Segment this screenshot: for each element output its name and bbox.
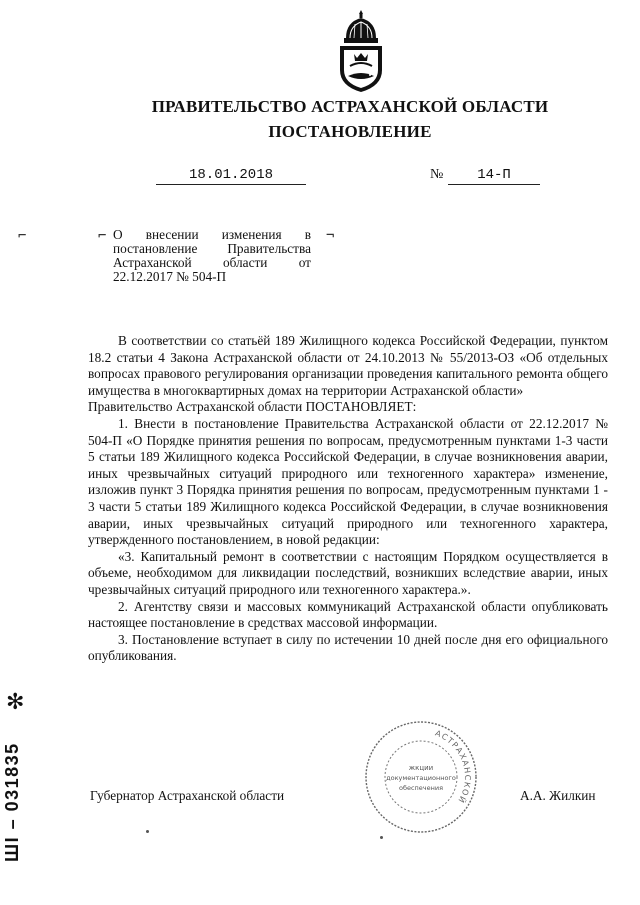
signer-name: А.А. Жилкин [520,788,596,803]
item-2-paragraph: 2. Агентству связи и массовых коммуникаций Астраханской области опубликовать настоящее постановление в средствах массовой информации. [88,598,608,631]
number-sign: № [430,167,444,182]
corner-bracket-subject-left: ⌐ [98,228,107,244]
registration-mark: ✻ [6,690,25,715]
document-date: 18.01.2018 [156,167,306,185]
stamp-line-2: документационного [386,774,456,782]
organization-name: ПРАВИТЕЛЬСТВО АСТРАХАНСКОЙ ОБЛАСТИ [151,97,549,116]
item-3-paragraph: 3. Постановление вступает в силу по истечении 10 дней после дня его официального опубликования. [88,631,608,664]
document-body [88,333,608,665]
signer-title: Губернатор Астраханской области [90,788,285,803]
preamble-paragraph: В соответствии со статьёй 189 Жилищного кодекса Российской Федерации, пунктом 18.2 статьи 4 Закона Астраханской области от 24.10.2013 № 55/2013-ОЗ «Об отдельных вопросах правового регулирования организации проведения капитального ремонта общего имущества в многоквартирных домах на территории Астраханской области» [88,333,608,398]
document-number: 14-П [448,167,540,185]
scan-speck [380,836,383,839]
decree-line: Правительство Астраханской области ПОСТАНОВЛЯЕТ: [88,399,417,415]
stamp-line-3: обеспечения [398,784,444,792]
coat-of-arms-emblem [332,8,390,94]
document-type: ПОСТАНОВЛЕНИЕ [268,122,432,141]
item-1-paragraph: 1. Внести в постановление Правительства Астраханской области от 22.12.2017 № 504-П «О Порядке принятия решения по вопросам, предусмотренным пунктами 1-3 части 5 статьи 189 Жилищного кодекса Российской Федерации, в случае возникновения аварии, иных чрезвычайных ситуаций природного или техногенного характера» изменение, изложив пункт 3 Порядка принятия решения по вопросам, предусмотренным пунктами 1 - 3 части 5 статьи 189 Жилищного кодекса Российской Федерации, в случае возникновения аварии, иных чрезвычайных ситуаций природного или техногенного характера, утвержденного постановлением, в новой редакции: [88,415,608,548]
corner-bracket-subject-right: ¬ [326,228,335,244]
scan-speck [146,830,149,833]
quoted-amendment: «3. Капитальный ремонт в соответствии с настоящим Порядком осуществляется в объеме, необходимом для ликвидации последствий, возникших вследствие аварии, иных чрезвычайных ситуаций природного или техногенного характера.». [88,548,608,597]
official-stamp [362,718,480,836]
stamp-ring-text: АСТРАХАНСКОЙ [433,728,473,806]
stamp-line-1: жкции [408,764,434,772]
document-subject: О внесении изменения в постановление Правительства Астраханской области от 22.12.2017 № 504-П [113,227,311,284]
corner-bracket-left: ⌐ [18,228,27,244]
registration-number: ШI – 031835 [2,742,22,862]
